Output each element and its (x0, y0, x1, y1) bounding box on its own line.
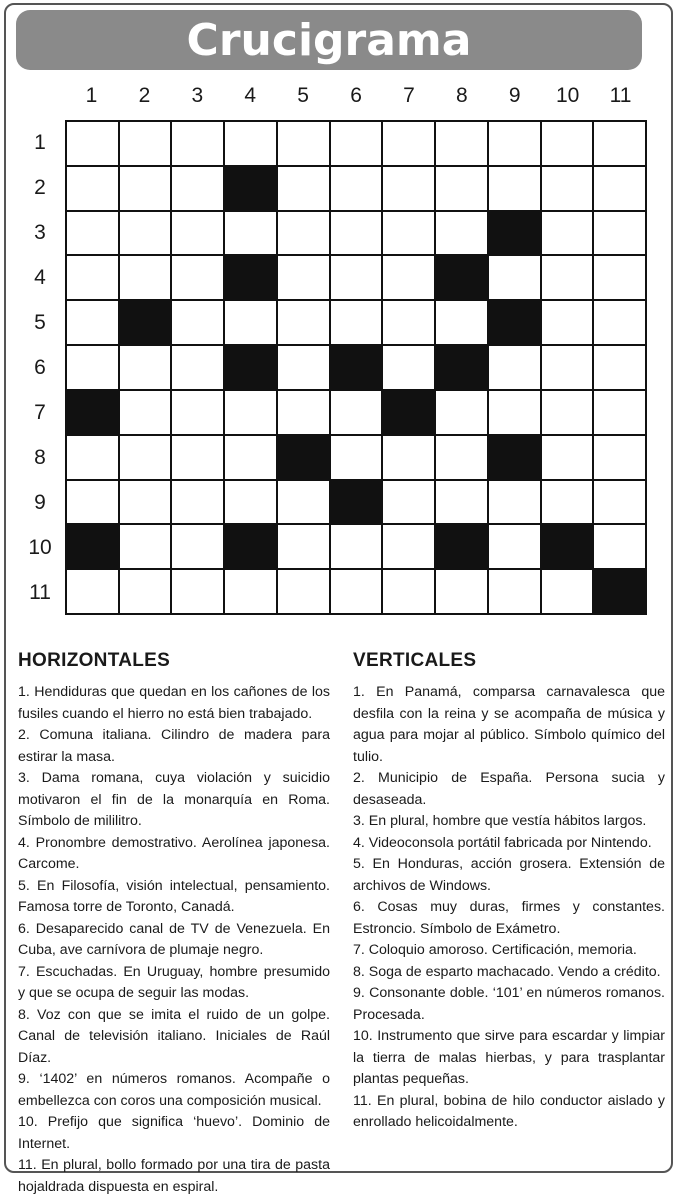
black-cell (436, 256, 487, 299)
horizontales-clue: 7. Escuchadas. En Uruguay, hombre presumido y que se ocupa de seguir las modas. (18, 963, 330, 1001)
grid-cell[interactable] (120, 570, 171, 613)
grid-cell[interactable] (120, 212, 171, 255)
grid-cell[interactable] (489, 167, 540, 210)
verticales-heading: VERTICALES (353, 650, 477, 671)
grid-cell[interactable] (120, 122, 171, 165)
grid-cell[interactable] (67, 256, 118, 299)
grid-cell[interactable] (278, 122, 329, 165)
grid-cell[interactable] (436, 481, 487, 524)
column-number: 4 (244, 84, 257, 107)
grid-cell[interactable] (120, 525, 171, 568)
black-cell (67, 525, 118, 568)
grid-cell[interactable] (383, 481, 434, 524)
grid-cell[interactable] (542, 301, 593, 344)
grid-cell[interactable] (172, 481, 223, 524)
verticales-clue: 4. Videoconsola portátil fabricada por Nintendo. (353, 834, 652, 851)
row-number: 7 (34, 401, 46, 424)
horizontales-clue: 1. Hendiduras que quedan en los cañones de los fusiles cuando el hierro no está bien trabajado. (18, 684, 330, 722)
black-cell (436, 346, 487, 389)
grid-cell[interactable] (225, 391, 276, 434)
horizontales-clue-list (18, 682, 330, 1198)
grid-cell[interactable] (67, 212, 118, 255)
grid-cell[interactable] (67, 346, 118, 389)
grid-cell[interactable] (383, 436, 434, 479)
grid-cell[interactable] (331, 391, 382, 434)
grid-cell[interactable] (542, 122, 593, 165)
grid-cell[interactable] (331, 122, 382, 165)
black-cell (489, 436, 540, 479)
grid-cell[interactable] (489, 346, 540, 389)
black-cell (594, 570, 645, 613)
grid-cell[interactable] (436, 436, 487, 479)
grid-cell[interactable] (594, 122, 645, 165)
horizontales-clue: 2. Comuna italiana. Cilindro de madera para estirar la masa. (18, 727, 330, 765)
column-number: 5 (297, 84, 309, 107)
grid-cell[interactable] (383, 525, 434, 568)
black-cell (436, 525, 487, 568)
grid-cell[interactable] (489, 525, 540, 568)
black-cell (120, 301, 171, 344)
grid-cell[interactable] (594, 525, 645, 568)
grid-cell[interactable] (331, 525, 382, 568)
grid-cell[interactable] (331, 570, 382, 613)
grid-cell[interactable] (278, 256, 329, 299)
black-cell (489, 212, 540, 255)
black-cell (225, 525, 276, 568)
column-number: 11 (609, 84, 632, 107)
grid-cell[interactable] (489, 391, 540, 434)
grid-cell[interactable] (383, 301, 434, 344)
row-number: 5 (34, 311, 46, 334)
black-cell (542, 525, 593, 568)
grid-cell[interactable] (436, 391, 487, 434)
grid-cell[interactable] (120, 481, 171, 524)
black-cell (278, 436, 329, 479)
grid-cell[interactable] (542, 256, 593, 299)
column-number: 2 (138, 84, 151, 107)
row-number: 6 (34, 356, 46, 379)
grid-cell[interactable] (172, 436, 223, 479)
grid-cell[interactable] (436, 570, 487, 613)
grid-cell[interactable] (172, 346, 223, 389)
verticales-clue: 9. Consonante doble. ‘101’ en números romanos. Procesada. (353, 985, 665, 1023)
grid-cell[interactable] (594, 436, 645, 479)
grid-cell[interactable] (489, 481, 540, 524)
grid-cell[interactable] (383, 167, 434, 210)
grid-cell[interactable] (120, 436, 171, 479)
grid-cell[interactable] (331, 167, 382, 210)
grid-cell[interactable] (383, 346, 434, 389)
row-numbers (18, 120, 64, 615)
verticales-clue: 3. En plural, hombre que vestía hábitos largos. (353, 813, 647, 829)
black-cell (489, 301, 540, 344)
grid-cell[interactable] (331, 436, 382, 479)
verticales-clue: 6. Cosas muy duras, firmes y constantes. Estroncio. Símbolo de Exámetro. (353, 899, 665, 937)
column-number: 3 (191, 84, 204, 107)
grid-cell[interactable] (594, 212, 645, 255)
horizontales-clue: 9. ‘1402’ en números romanos. Acompañe o embellezca con coros una composición musical. (18, 1071, 330, 1109)
grid-cell[interactable] (383, 570, 434, 613)
row-number: 11 (29, 581, 51, 604)
grid-cell[interactable] (542, 346, 593, 389)
grid-cell[interactable] (278, 346, 329, 389)
verticales-section (353, 648, 665, 1134)
crossword-grid (65, 120, 647, 615)
grid-cell[interactable] (436, 167, 487, 210)
grid-cell[interactable] (331, 256, 382, 299)
grid-cell[interactable] (172, 391, 223, 434)
grid-cell[interactable] (225, 481, 276, 524)
grid-cell[interactable] (383, 256, 434, 299)
row-number: 8 (34, 446, 46, 469)
column-number: 10 (555, 84, 580, 107)
black-cell (225, 167, 276, 210)
grid-cell[interactable] (278, 525, 329, 568)
grid-cell[interactable] (67, 122, 118, 165)
grid-cell[interactable] (225, 122, 276, 165)
grid-cell[interactable] (120, 346, 171, 389)
grid-cell[interactable] (120, 391, 171, 434)
column-number: 8 (456, 84, 468, 107)
grid-cell[interactable] (67, 167, 118, 210)
grid-cell[interactable] (594, 256, 645, 299)
grid-cell[interactable] (542, 167, 593, 210)
verticales-clue: 10. Instrumento que sirve para escardar y limpiar la tierra de malas hierbas, y para trasplantar plantas pequeñas. (353, 1028, 665, 1087)
grid-cell[interactable] (436, 301, 487, 344)
grid-cell[interactable] (67, 481, 118, 524)
grid-cell[interactable] (542, 570, 593, 613)
column-numbers (65, 84, 647, 114)
horizontales-clue: 10. Prefijo que significa ‘huevo’. Dominio de Internet. (18, 1114, 330, 1152)
grid-cell[interactable] (331, 212, 382, 255)
grid-cell[interactable] (278, 212, 329, 255)
verticales-clue: 5. En Honduras, acción grosera. Extensión de archivos de Windows. (353, 856, 665, 894)
grid-cell[interactable] (436, 122, 487, 165)
grid-cell[interactable] (120, 167, 171, 210)
page-title: Crucigrama (186, 14, 472, 66)
grid-cell[interactable] (594, 301, 645, 344)
column-number: 7 (403, 84, 415, 107)
grid-cell[interactable] (542, 212, 593, 255)
verticales-clue: 8. Soga de esparto machacado. Vendo a crédito. (353, 963, 661, 980)
grid-cell[interactable] (225, 570, 276, 613)
grid-cell[interactable] (225, 436, 276, 479)
horizontales-clue: 3. Dama romana, cuya violación y suicidio motivaron el fin de la monarquía en Roma. Símbolo de mililitro. (18, 770, 330, 829)
grid-cell[interactable] (172, 301, 223, 344)
grid-cell[interactable] (594, 167, 645, 210)
grid-cell[interactable] (383, 122, 434, 165)
verticales-clue-list (353, 682, 665, 1134)
grid-cell[interactable] (542, 481, 593, 524)
grid-cell[interactable] (172, 525, 223, 568)
row-number: 4 (34, 266, 46, 289)
row-number: 3 (34, 221, 46, 244)
column-number: 9 (508, 84, 521, 107)
horizontales-clue: 5. En Filosofía, visión intelectual, pensamiento. Famosa torre de Toronto, Canadá. (18, 877, 330, 915)
grid-cell[interactable] (67, 301, 118, 344)
column-number: 1 (85, 84, 98, 107)
grid-cell[interactable] (489, 570, 540, 613)
grid-cell[interactable] (594, 346, 645, 389)
grid-cell[interactable] (225, 301, 276, 344)
verticales-clue: 11. En plural, bobina de hilo conductor aislado y enrollado helicoidalmente. (353, 1092, 665, 1130)
row-number: 1 (34, 131, 46, 154)
grid-cell[interactable] (278, 570, 329, 613)
grid-cell[interactable] (383, 212, 434, 255)
grid-cell[interactable] (225, 212, 276, 255)
grid-cell[interactable] (172, 570, 223, 613)
black-cell (225, 346, 276, 389)
row-number: 10 (28, 536, 52, 559)
grid-cell[interactable] (542, 436, 593, 479)
grid-cell[interactable] (278, 481, 329, 524)
horizontales-clue: 8. Voz con que se imita el ruido de un golpe. Canal de televisión italiano. Iniciales de Raúl Díaz. (18, 1006, 330, 1066)
grid-cell[interactable] (489, 122, 540, 165)
verticales-clue: 1. En Panamá, comparsa carnavalesca que desfila con la reina y se acompaña de música y agua para mojar al público. Símbolo químico del tulio. (353, 684, 665, 765)
horizontales-clue: 4. Pronombre demostrativo. Aerolínea japonesa. Carcome. (18, 834, 330, 872)
row-number: 2 (34, 176, 46, 199)
grid-cell[interactable] (67, 570, 118, 613)
grid-cell[interactable] (542, 391, 593, 434)
horizontales-section (18, 648, 330, 1198)
grid-cell[interactable] (594, 391, 645, 434)
grid-cell[interactable] (172, 122, 223, 165)
row-number: 9 (34, 491, 46, 514)
grid-cell[interactable] (172, 256, 223, 299)
horizontales-clue: 11. En plural, bollo formado por una tira de pasta hojaldrada dispuesta en espiral. (18, 1157, 330, 1195)
verticales-clue: 2. Municipio de España. Persona sucia y desaseada. (353, 770, 665, 808)
grid-cell[interactable] (594, 481, 645, 524)
grid-cell[interactable] (120, 256, 171, 299)
grid-cell[interactable] (331, 301, 382, 344)
black-cell (331, 346, 382, 389)
grid-cell[interactable] (172, 167, 223, 210)
grid-cell[interactable] (489, 256, 540, 299)
black-cell (225, 256, 276, 299)
horizontales-clue: 6. Desaparecido canal de TV de Venezuela. En Cuba, ave carnívora de plumaje negro. (18, 920, 330, 958)
grid-cell[interactable] (278, 301, 329, 344)
verticales-clue: 7. Coloquio amoroso. Certificación, memoria. (353, 942, 637, 958)
horizontales-heading: HORIZONTALES (18, 650, 171, 671)
grid-cell[interactable] (436, 212, 487, 255)
black-cell (67, 391, 118, 434)
grid-cell[interactable] (172, 212, 223, 255)
grid-cell[interactable] (67, 436, 118, 479)
title-banner (16, 10, 642, 70)
black-cell (383, 391, 434, 434)
column-number: 6 (350, 84, 362, 107)
grid-cell[interactable] (278, 391, 329, 434)
grid-cell[interactable] (278, 167, 329, 210)
black-cell (331, 481, 382, 524)
